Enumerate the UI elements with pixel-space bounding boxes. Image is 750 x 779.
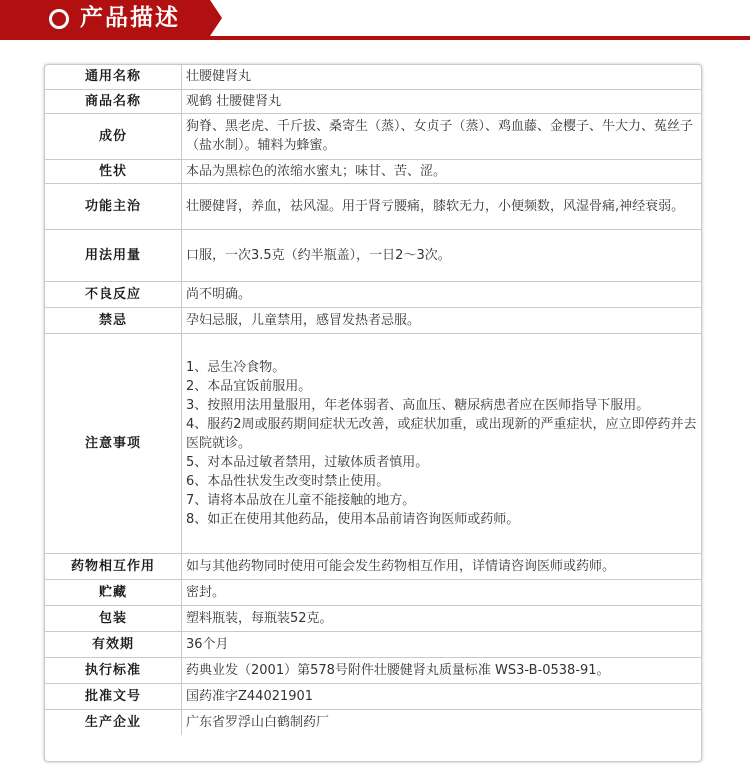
table-row-approval-number [45,683,701,709]
section-header [0,0,750,40]
table-row-precautions [45,333,701,553]
row-label: 注意事项 [45,333,182,553]
row-label: 功能主治 [45,183,182,229]
row-value: 口服，一次3.5克（约半瓶盖），一日2～3次。 [182,229,702,281]
row-value: 药典业发（2001）第578号附件壮腰健肾丸质量标准 WS3-B-0538-91。 [182,657,702,683]
precaution-item: 1、忌生冷食物。 [186,359,286,375]
precaution-item: 6、本品性状发生改变时禁止使用。 [186,473,390,489]
table-row-indications [45,183,701,229]
row-label: 贮藏 [45,579,182,605]
row-value: 密封。 [182,579,702,605]
row-label: 通用名称 [45,65,182,89]
table-row-standard [45,657,701,683]
row-label: 包装 [45,605,182,631]
precaution-item: 4、服药2周或服药期间症状无改善，或症状加重，或出现新的严重症状，应立即停药并去医院就诊。 [186,416,697,451]
row-value: 塑料瓶装，每瓶装52克。 [182,605,702,631]
row-label: 执行标准 [45,657,182,683]
row-value: 观鹤 壮腰健肾丸 [182,89,702,113]
row-value: 狗脊、黑老虎、千斤拔、桑寄生（蒸）、女贞子（蒸）、鸡血藤、金樱子、牛大力、菟丝子（盐水制）。辅料为蜂蜜。 [182,113,702,159]
row-label: 禁忌 [45,307,182,333]
row-value: 国药准字Z44021901 [182,683,702,709]
row-label: 生产企业 [45,709,182,735]
precaution-item: 8、如正在使用其他药品，使用本品前请咨询医师或药师。 [186,511,520,527]
table-row-trade-name [45,89,701,113]
header-rule [0,36,750,40]
row-value: 尚不明确。 [182,281,702,307]
row-value: 广东省罗浮山白鹤制药厂 [182,709,702,735]
precaution-item: 5、对本品过敏者禁用，过敏体质者慎用。 [186,454,429,470]
table-row-properties [45,159,701,183]
row-value: 孕妇忌服，儿童禁用，感冒发热者忌服。 [182,307,702,333]
row-label: 用法用量 [45,229,182,281]
table-row-manufacturer [45,709,701,735]
table-row-generic-name [45,65,701,89]
table-row-drug-interactions [45,553,701,579]
table-row-ingredients [45,113,701,159]
row-value [182,333,702,553]
product-info-table [45,65,701,735]
precaution-item: 2、本品宜饭前服用。 [186,378,312,394]
section-title: 产品描述 [80,5,180,31]
row-value: 如与其他药物同时使用可能会发生药物相互作用，详情请咨询医师或药师。 [182,553,702,579]
row-label: 成份 [45,113,182,159]
precaution-item: 3、按照用法用量服用，年老体弱者、高血压、糖尿病患者应在医师指导下服用。 [186,397,650,413]
row-value: 本品为黑棕色的浓缩水蜜丸；味甘、苦、涩。 [182,159,702,183]
row-value: 壮腰健肾丸 [182,65,702,89]
row-label: 有效期 [45,631,182,657]
row-label: 药物相互作用 [45,553,182,579]
row-value: 壮腰健肾，养血，祛风湿。用于肾亏腰痛，膝软无力，小便频数，风湿骨痛,神经衰弱。 [182,183,702,229]
row-label: 商品名称 [45,89,182,113]
row-label: 批准文号 [45,683,182,709]
table-row-shelf-life [45,631,701,657]
table-row-storage [45,579,701,605]
row-label: 性状 [45,159,182,183]
product-info-frame [44,64,702,762]
table-row-adverse-reactions [45,281,701,307]
table-row-dosage [45,229,701,281]
table-row-contraindications [45,307,701,333]
row-label: 不良反应 [45,281,182,307]
precaution-item: 7、请将本品放在儿童不能接触的地方。 [186,492,416,508]
table-row-packaging [45,605,701,631]
circle-icon [49,9,69,29]
row-value: 36个月 [182,631,702,657]
